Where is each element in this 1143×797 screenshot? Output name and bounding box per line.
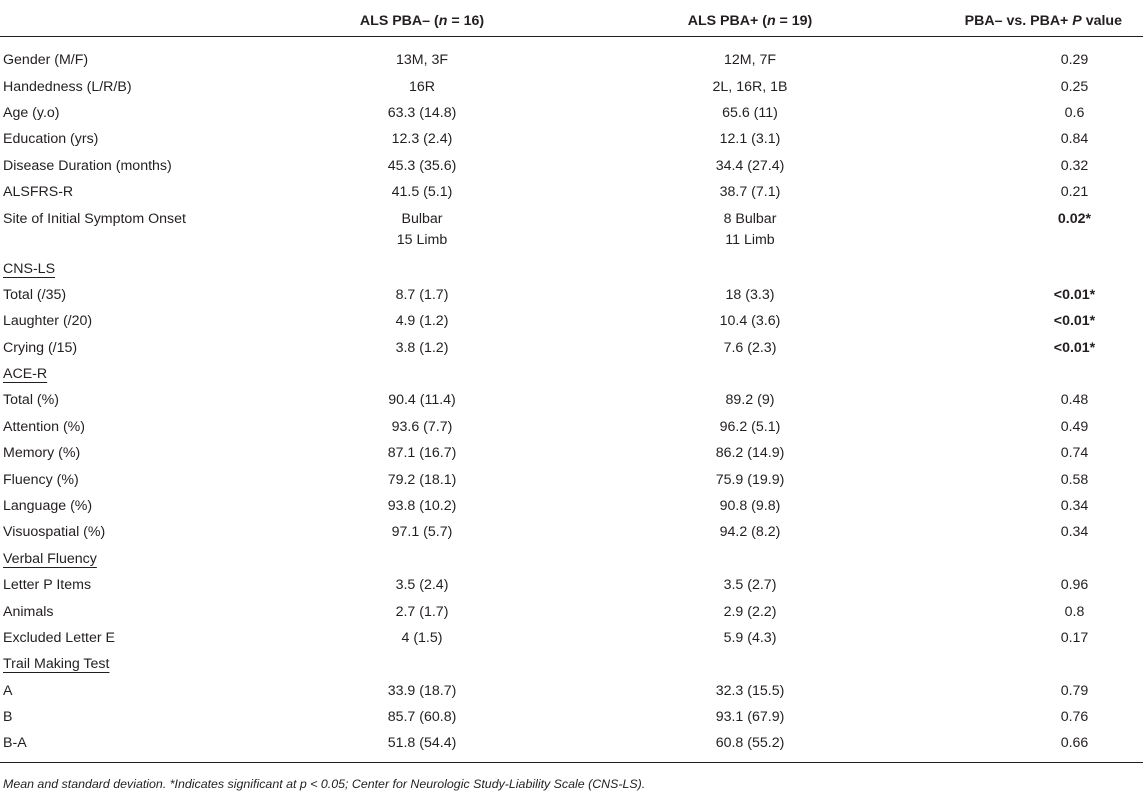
row-label: Total (%) xyxy=(3,392,59,409)
table-footnote: Mean and standard deviation. *Indicates significant at p < 0.05; Center for Neurologic Study-Liability Scale (CNS-LS). xyxy=(3,777,646,791)
row-label: Age (y.o) xyxy=(3,104,60,121)
row-label: Visuospatial (%) xyxy=(3,524,106,541)
table-row xyxy=(0,205,1143,255)
table-row xyxy=(0,414,1143,440)
row-label: ALSFRS-R xyxy=(3,184,74,201)
table-row xyxy=(0,678,1143,704)
row-label: Fluency (%) xyxy=(3,471,79,488)
section-row xyxy=(0,361,1143,387)
p-value: <0.01* xyxy=(1053,339,1096,356)
row-label: Disease Duration (months) xyxy=(3,157,172,174)
row-label: Site of Initial Symptom Onset xyxy=(3,211,186,228)
row-label: Education (yrs) xyxy=(3,131,99,148)
pba-positive-value: 5.9 (4.3) xyxy=(723,630,777,646)
pba-negative-value: 3.8 (1.2) xyxy=(395,339,449,356)
pba-negative-value: 79.2 (18.1) xyxy=(387,471,457,488)
table-row xyxy=(0,493,1143,519)
pba-positive-value: 34.4 (27.4) xyxy=(715,157,785,174)
p-value: <0.01* xyxy=(1053,286,1096,303)
table-header xyxy=(0,6,1143,37)
table-row xyxy=(0,598,1143,624)
p-value: 0.76 xyxy=(1060,709,1089,726)
row-label: Animals xyxy=(3,603,54,620)
section-row xyxy=(0,546,1143,572)
pba-positive-value: 60.8 (55.2) xyxy=(576,730,924,763)
table-row xyxy=(0,730,1143,763)
pba-positive-value: 2.9 (2.2) xyxy=(723,603,777,620)
section-heading: ACE-R xyxy=(3,366,48,383)
header-row xyxy=(0,6,1143,37)
p-value: 0.29 xyxy=(1060,52,1089,69)
table-row xyxy=(0,282,1143,308)
pba-positive-value: 86.2 (14.9) xyxy=(715,445,785,462)
p-value: 0.21 xyxy=(1060,184,1089,201)
p-value: 0.8 xyxy=(1064,603,1085,620)
table-row xyxy=(0,440,1143,466)
table-body xyxy=(0,37,1143,763)
pba-negative-value: 3.5 (2.4) xyxy=(395,577,449,594)
p-value: <0.01* xyxy=(1053,313,1096,330)
pba-negative-value: 45.3 (35.6) xyxy=(387,157,457,174)
pba-negative-value: 63.3 (14.8) xyxy=(387,104,457,121)
row-label: Attention (%) xyxy=(3,418,86,435)
row-label: A xyxy=(3,682,13,699)
pba-negative-value: 93.6 (7.7) xyxy=(391,418,453,435)
row-label: Excluded Letter E xyxy=(3,630,115,646)
header-pba-positive: ALS PBA+ (n = 19) xyxy=(576,6,924,37)
header-p-value: PBA– vs. PBA+ P value xyxy=(924,6,1143,37)
row-label: B-A xyxy=(0,730,268,763)
pba-positive-value: 96.2 (5.1) xyxy=(719,418,781,435)
section-heading: CNS-LS xyxy=(3,260,56,277)
pba-positive-value: 18 (3.3) xyxy=(725,286,775,303)
section-heading: Trail Making Test xyxy=(3,656,110,673)
section-row xyxy=(0,255,1143,281)
p-value: 0.34 xyxy=(1060,498,1089,515)
table-row xyxy=(0,466,1143,492)
pba-positive-value: 12.1 (3.1) xyxy=(719,131,781,148)
pba-positive-value: 10.4 (3.6) xyxy=(719,313,781,330)
pba-negative-value: 12.3 (2.4) xyxy=(391,131,453,148)
p-value: 0.6 xyxy=(1064,104,1085,121)
pba-negative-value: 41.5 (5.1) xyxy=(391,184,453,201)
p-value: 0.02* xyxy=(1057,211,1092,228)
row-label: Gender (M/F) xyxy=(3,52,89,69)
p-value: 0.17 xyxy=(1060,630,1089,646)
p-value: 0.74 xyxy=(1060,445,1089,462)
p-value: 0.48 xyxy=(1060,392,1089,409)
table-row xyxy=(0,37,1143,74)
pba-negative-value: 90.4 (11.4) xyxy=(388,392,456,409)
table-row xyxy=(0,519,1143,545)
table-row xyxy=(0,126,1143,152)
table-row xyxy=(0,179,1143,205)
pba-positive-value: 3.5 (2.7) xyxy=(723,577,777,594)
pba-positive-value: 12M, 7F xyxy=(723,52,777,69)
pba-positive-value: 8 Bulbar 11 Limb xyxy=(723,211,777,249)
table-row xyxy=(0,704,1143,730)
pba-positive-value: 7.6 (2.3) xyxy=(723,339,777,356)
pba-negative-value: 87.1 (16.7) xyxy=(387,445,457,462)
pba-positive-value: 38.7 (7.1) xyxy=(719,184,781,201)
p-value: 0.66 xyxy=(924,730,1143,763)
pba-negative-value: 33.9 (18.7) xyxy=(387,682,457,699)
pba-negative-value: 2.7 (1.7) xyxy=(395,603,449,620)
p-value: 0.32 xyxy=(1060,157,1089,174)
row-label: Letter P Items xyxy=(3,577,92,594)
pba-negative-value: 16R xyxy=(408,78,436,95)
header-label-column xyxy=(0,6,268,37)
pba-negative-value: 85.7 (60.8) xyxy=(387,709,457,726)
p-value: 0.96 xyxy=(1060,577,1089,594)
table-row xyxy=(0,100,1143,126)
pba-negative-value: 97.1 (5.7) xyxy=(391,524,453,541)
p-value: 0.84 xyxy=(1060,131,1089,148)
pba-negative-value: 51.8 (54.4) xyxy=(268,730,576,763)
pba-negative-value: 4.9 (1.2) xyxy=(395,313,449,330)
row-label: Total (/35) xyxy=(3,286,67,303)
p-value: 0.34 xyxy=(1060,524,1089,541)
pba-positive-value: 93.1 (67.9) xyxy=(715,709,785,726)
pba-positive-value: 89.2 (9) xyxy=(725,392,775,409)
pba-positive-value: 94.2 (8.2) xyxy=(719,524,781,541)
section-row xyxy=(0,651,1143,677)
row-label: Memory (%) xyxy=(3,445,81,462)
row-label: Laughter (/20) xyxy=(3,313,93,330)
row-label: Crying (/15) xyxy=(3,339,78,356)
pba-negative-value: 13M, 3F xyxy=(395,52,449,69)
p-value: 0.79 xyxy=(1060,682,1089,699)
table-row xyxy=(0,625,1143,651)
pba-positive-value: 65.6 (11) xyxy=(722,104,778,121)
row-label: Language (%) xyxy=(3,498,93,515)
pba-positive-value: 90.8 (9.8) xyxy=(719,498,781,515)
table-row xyxy=(0,153,1143,179)
p-value: 0.58 xyxy=(1060,471,1089,488)
section-heading: Verbal Fluency xyxy=(3,550,97,567)
table-row xyxy=(0,73,1143,99)
p-value: 0.25 xyxy=(1060,78,1089,95)
header-pba-negative: ALS PBA– (n = 16) xyxy=(268,6,576,37)
pba-negative-value: 8.7 (1.7) xyxy=(395,286,449,303)
table-row xyxy=(0,572,1143,598)
pba-positive-value: 75.9 (19.9) xyxy=(715,471,785,488)
pba-positive-value: 2L, 16R, 1B xyxy=(712,78,788,95)
table-row xyxy=(0,387,1143,413)
table-row xyxy=(0,335,1143,361)
data-table xyxy=(0,6,1143,763)
pba-positive-value: 32.3 (15.5) xyxy=(715,682,785,699)
pba-negative-value: 4 (1.5) xyxy=(401,630,443,646)
row-label: B xyxy=(3,709,13,726)
table-row xyxy=(0,308,1143,334)
pba-negative-value: 93.8 (10.2) xyxy=(387,498,457,515)
p-value: 0.49 xyxy=(1060,418,1089,435)
row-label: Handedness (L/R/B) xyxy=(3,78,132,95)
pba-negative-value: Bulbar 15 Limb xyxy=(396,211,448,249)
